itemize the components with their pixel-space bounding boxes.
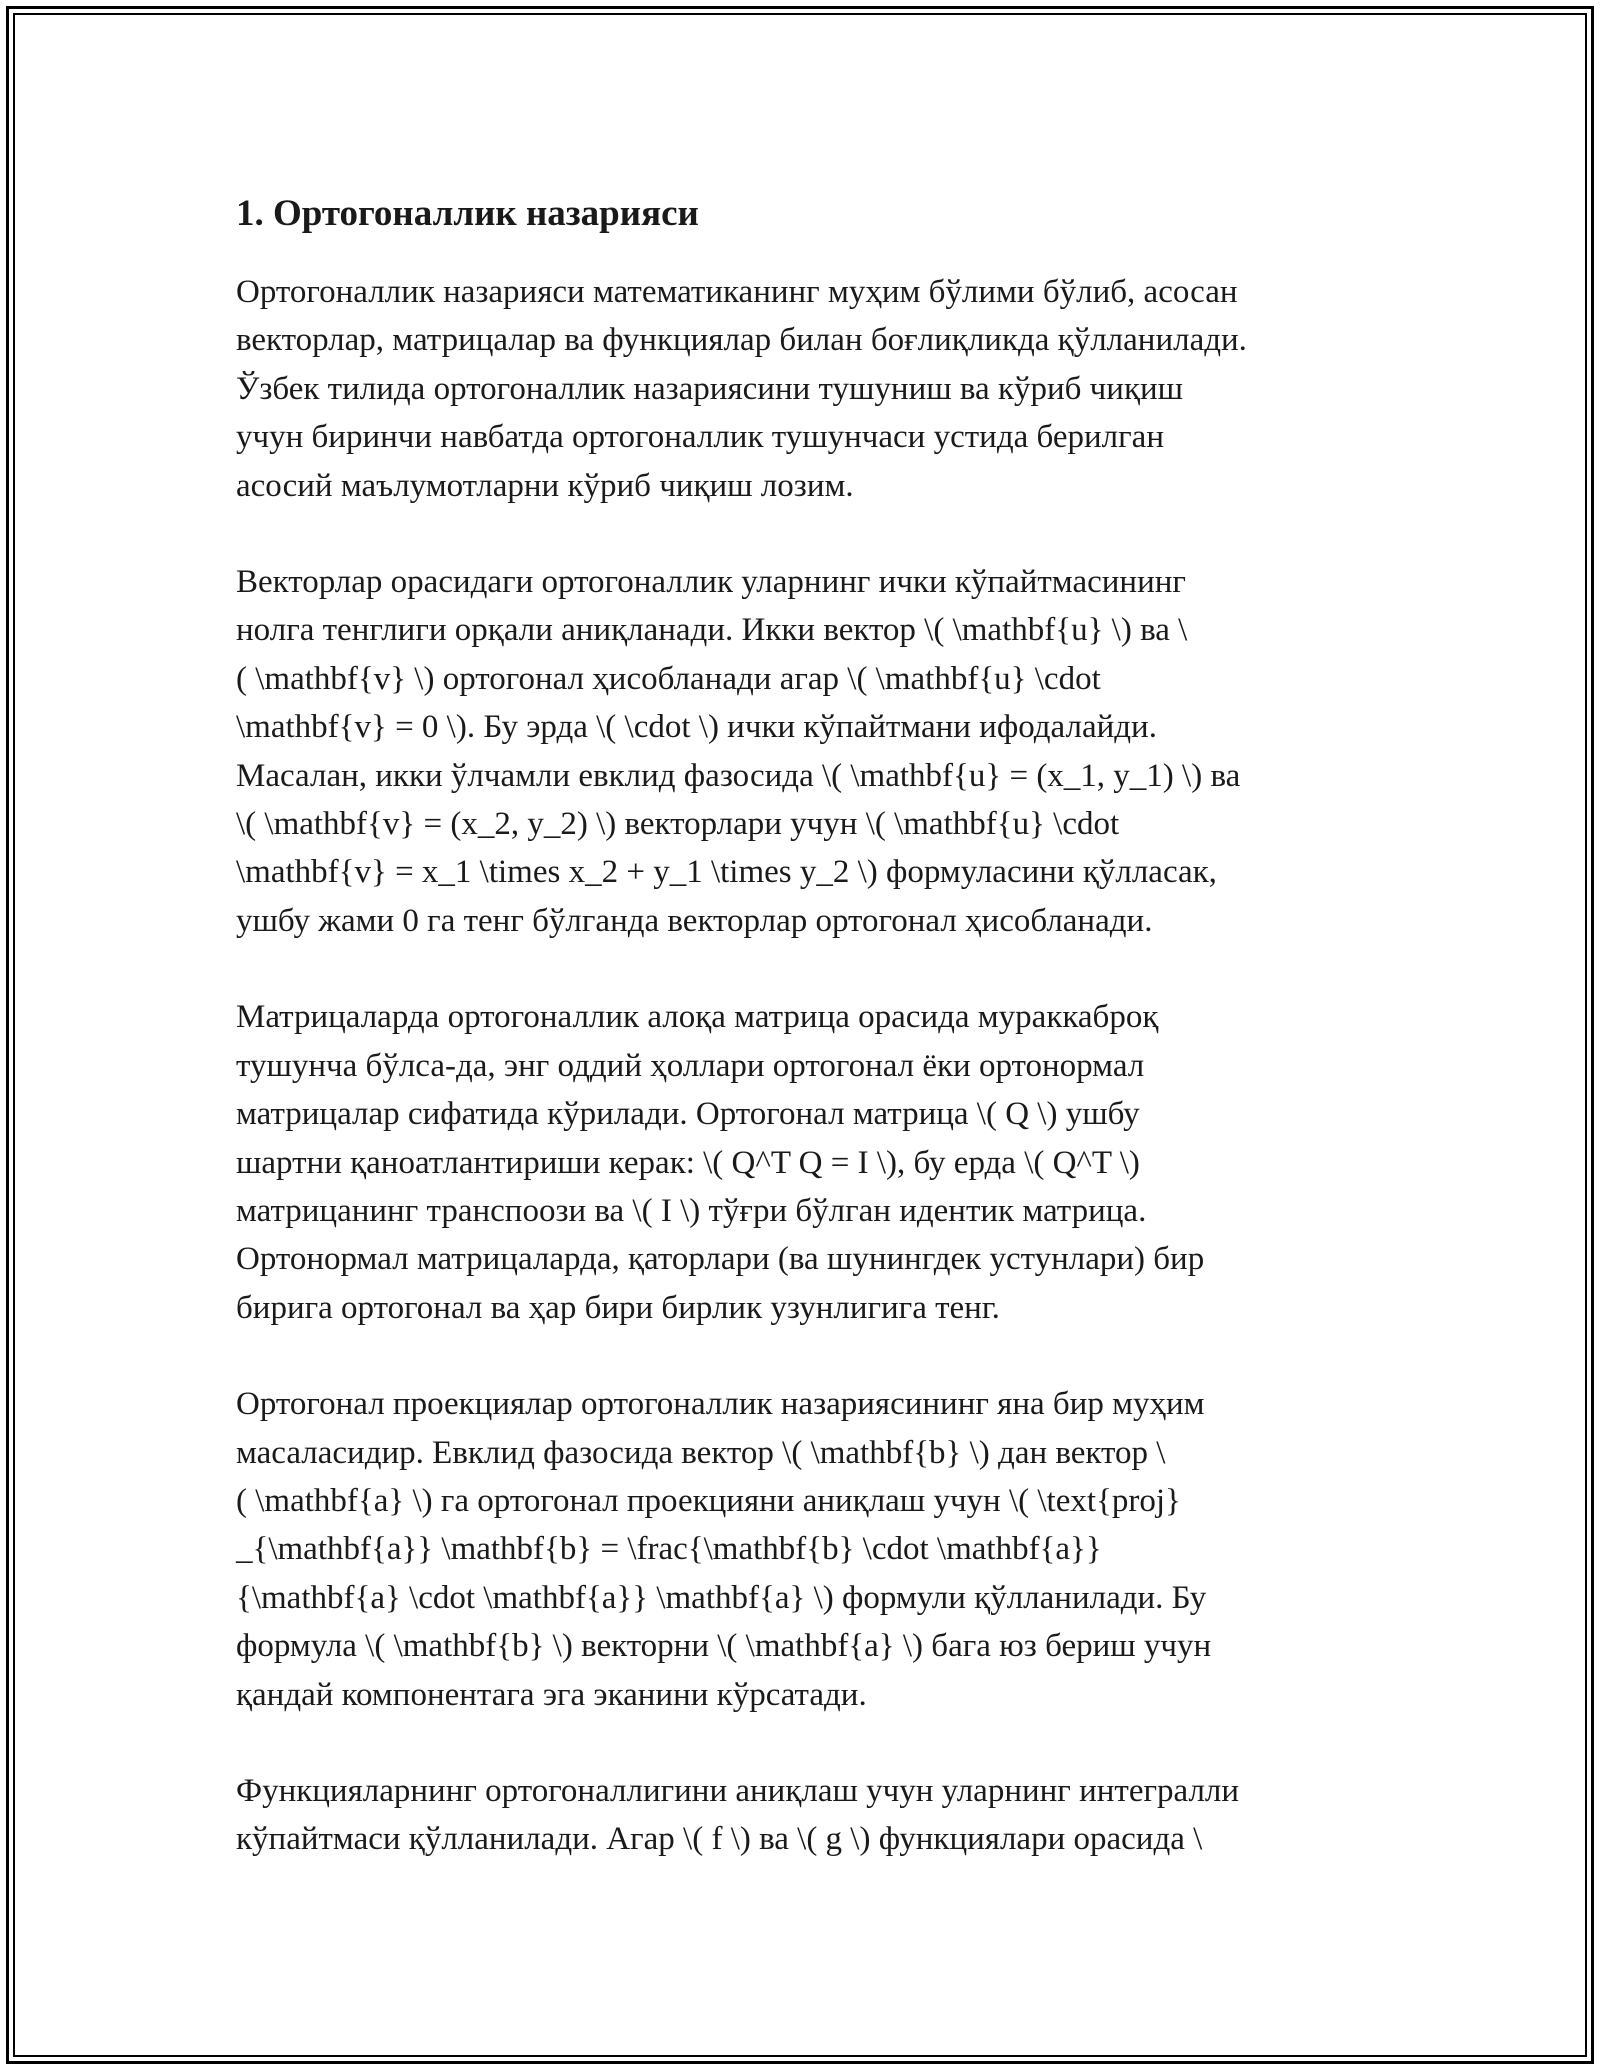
paragraph-line: формула \( \mathbf{b} \) векторни \( \mathbf{a} \) бага юз бериш учун xyxy=(236,1628,1212,1665)
paragraph-5 xyxy=(236,1767,1376,1864)
paragraph-line: \mathbf{v} = x_1 \times x_2 + y_1 \times y_2 \) формуласини қўлласак, xyxy=(236,854,1217,891)
paragraph-line: тушунча бўлса-да, энг оддий ҳоллари ортогонал ёки ортонормал xyxy=(236,1047,1145,1084)
paragraph-3 xyxy=(236,993,1376,1332)
paragraph-line: \( \mathbf{v} = (x_2, y_2) \) векторлари учун \( \mathbf{u} \cdot xyxy=(236,806,1120,843)
section-heading: 1. Ортогоналлик назарияси xyxy=(236,193,699,234)
paragraph-line: Векторлар орасидаги ортогоналлик уларнинг ички кўпайтмасининг xyxy=(236,564,1186,601)
paragraph-line: {\mathbf{a} \cdot \mathbf{a}} \mathbf{a} \) формули қўлланилади. Бу xyxy=(236,1579,1207,1616)
paragraph-line: \mathbf{v} = 0 \). Бу эрда \( \cdot \) ички кўпайтмани ифодалайди. xyxy=(236,709,1157,746)
paragraph-line: бирига ортогонал ва ҳар бири бирлик узунлигига тенг. xyxy=(236,1289,1000,1326)
paragraph-line: қандай компонентага эга эканини кўрсатади. xyxy=(236,1676,867,1713)
paragraph-4 xyxy=(236,1380,1376,1719)
paragraph-line: ( \mathbf{v} \) ортогонал ҳисобланади агар \( \mathbf{u} \cdot xyxy=(236,660,1101,697)
paragraph-line: масаласидир. Евклид фазосида вектор \( \mathbf{b} \) дан вектор \ xyxy=(236,1434,1166,1471)
paragraph-line: _{\mathbf{a}} \mathbf{b} = \frac{\mathbf{b} \cdot \mathbf{a}} xyxy=(236,1531,1102,1568)
paragraph-line: нолга тенглиги орқали аниқланади. Икки вектор \( \mathbf{u} \) ва \ xyxy=(236,612,1188,649)
paragraph-line: ушбу жами 0 га тенг бўлганда векторлар ортогонал ҳисобланади. xyxy=(236,902,1153,939)
paragraph-1 xyxy=(236,268,1376,510)
paragraph-line: шартни қаноатлантириши керак: \( Q^T Q = I \), бу ерда \( Q^T \) xyxy=(236,1144,1140,1181)
paragraph-line: Ортонормал матрицаларда, қаторлари (ва шунингдек устунлари) бир xyxy=(236,1241,1205,1278)
paragraph-line: Ортогонал проекциялар ортогоналлик назариясининг яна бир муҳим xyxy=(236,1386,1205,1423)
paragraph-line: Матрицаларда ортогоналлик алоқа матрица орасида мураккаброқ xyxy=(236,999,1159,1036)
paragraph-line: матрицалар сифатида кўрилади. Ортогонал матрица \( Q \) ушбу xyxy=(236,1096,1140,1133)
paragraph-line: Ортогоналлик назарияси математиканинг муҳим бўлими бўлиб, асосан xyxy=(236,274,1238,310)
paragraph-line: асосий маълумотларни кўриб чиқиш лозим. xyxy=(236,467,854,504)
paragraph-line: матрицанинг транспоози ва \( I \) тўғри бўлган идентик матрица. xyxy=(236,1192,1147,1229)
paragraph-line: ( \mathbf{a} \) га ортогонал проекцияни аниқлаш учун \( \text{proj} xyxy=(236,1482,1181,1519)
paragraph-line: учун биринчи навбатда ортогоналлик тушунчаси устида берилган xyxy=(236,419,1164,456)
paragraph-line: Ўзбек тилида ортогоналлик назариясини тушуниш ва кўриб чиқиш xyxy=(236,370,1184,407)
paragraph-line: кўпайтмаси қўлланилади. Агар \( f \) ва \( g \) функциялари орасида \ xyxy=(236,1821,1203,1858)
paragraph-line: векторлар, матрицалар ва функциялар билан боғлиқликда қўлланилади. xyxy=(236,322,1247,359)
document-body xyxy=(236,186,1376,1912)
paragraph-line: Функцияларнинг ортогоналлигини аниқлаш учун уларнинг интегралли xyxy=(236,1772,1240,1809)
paragraph-2 xyxy=(236,558,1376,945)
paragraph-line: Масалан, икки ўлчамли евклид фазосида \( \mathbf{u} = (x_1, y_1) \) ва xyxy=(236,757,1241,794)
